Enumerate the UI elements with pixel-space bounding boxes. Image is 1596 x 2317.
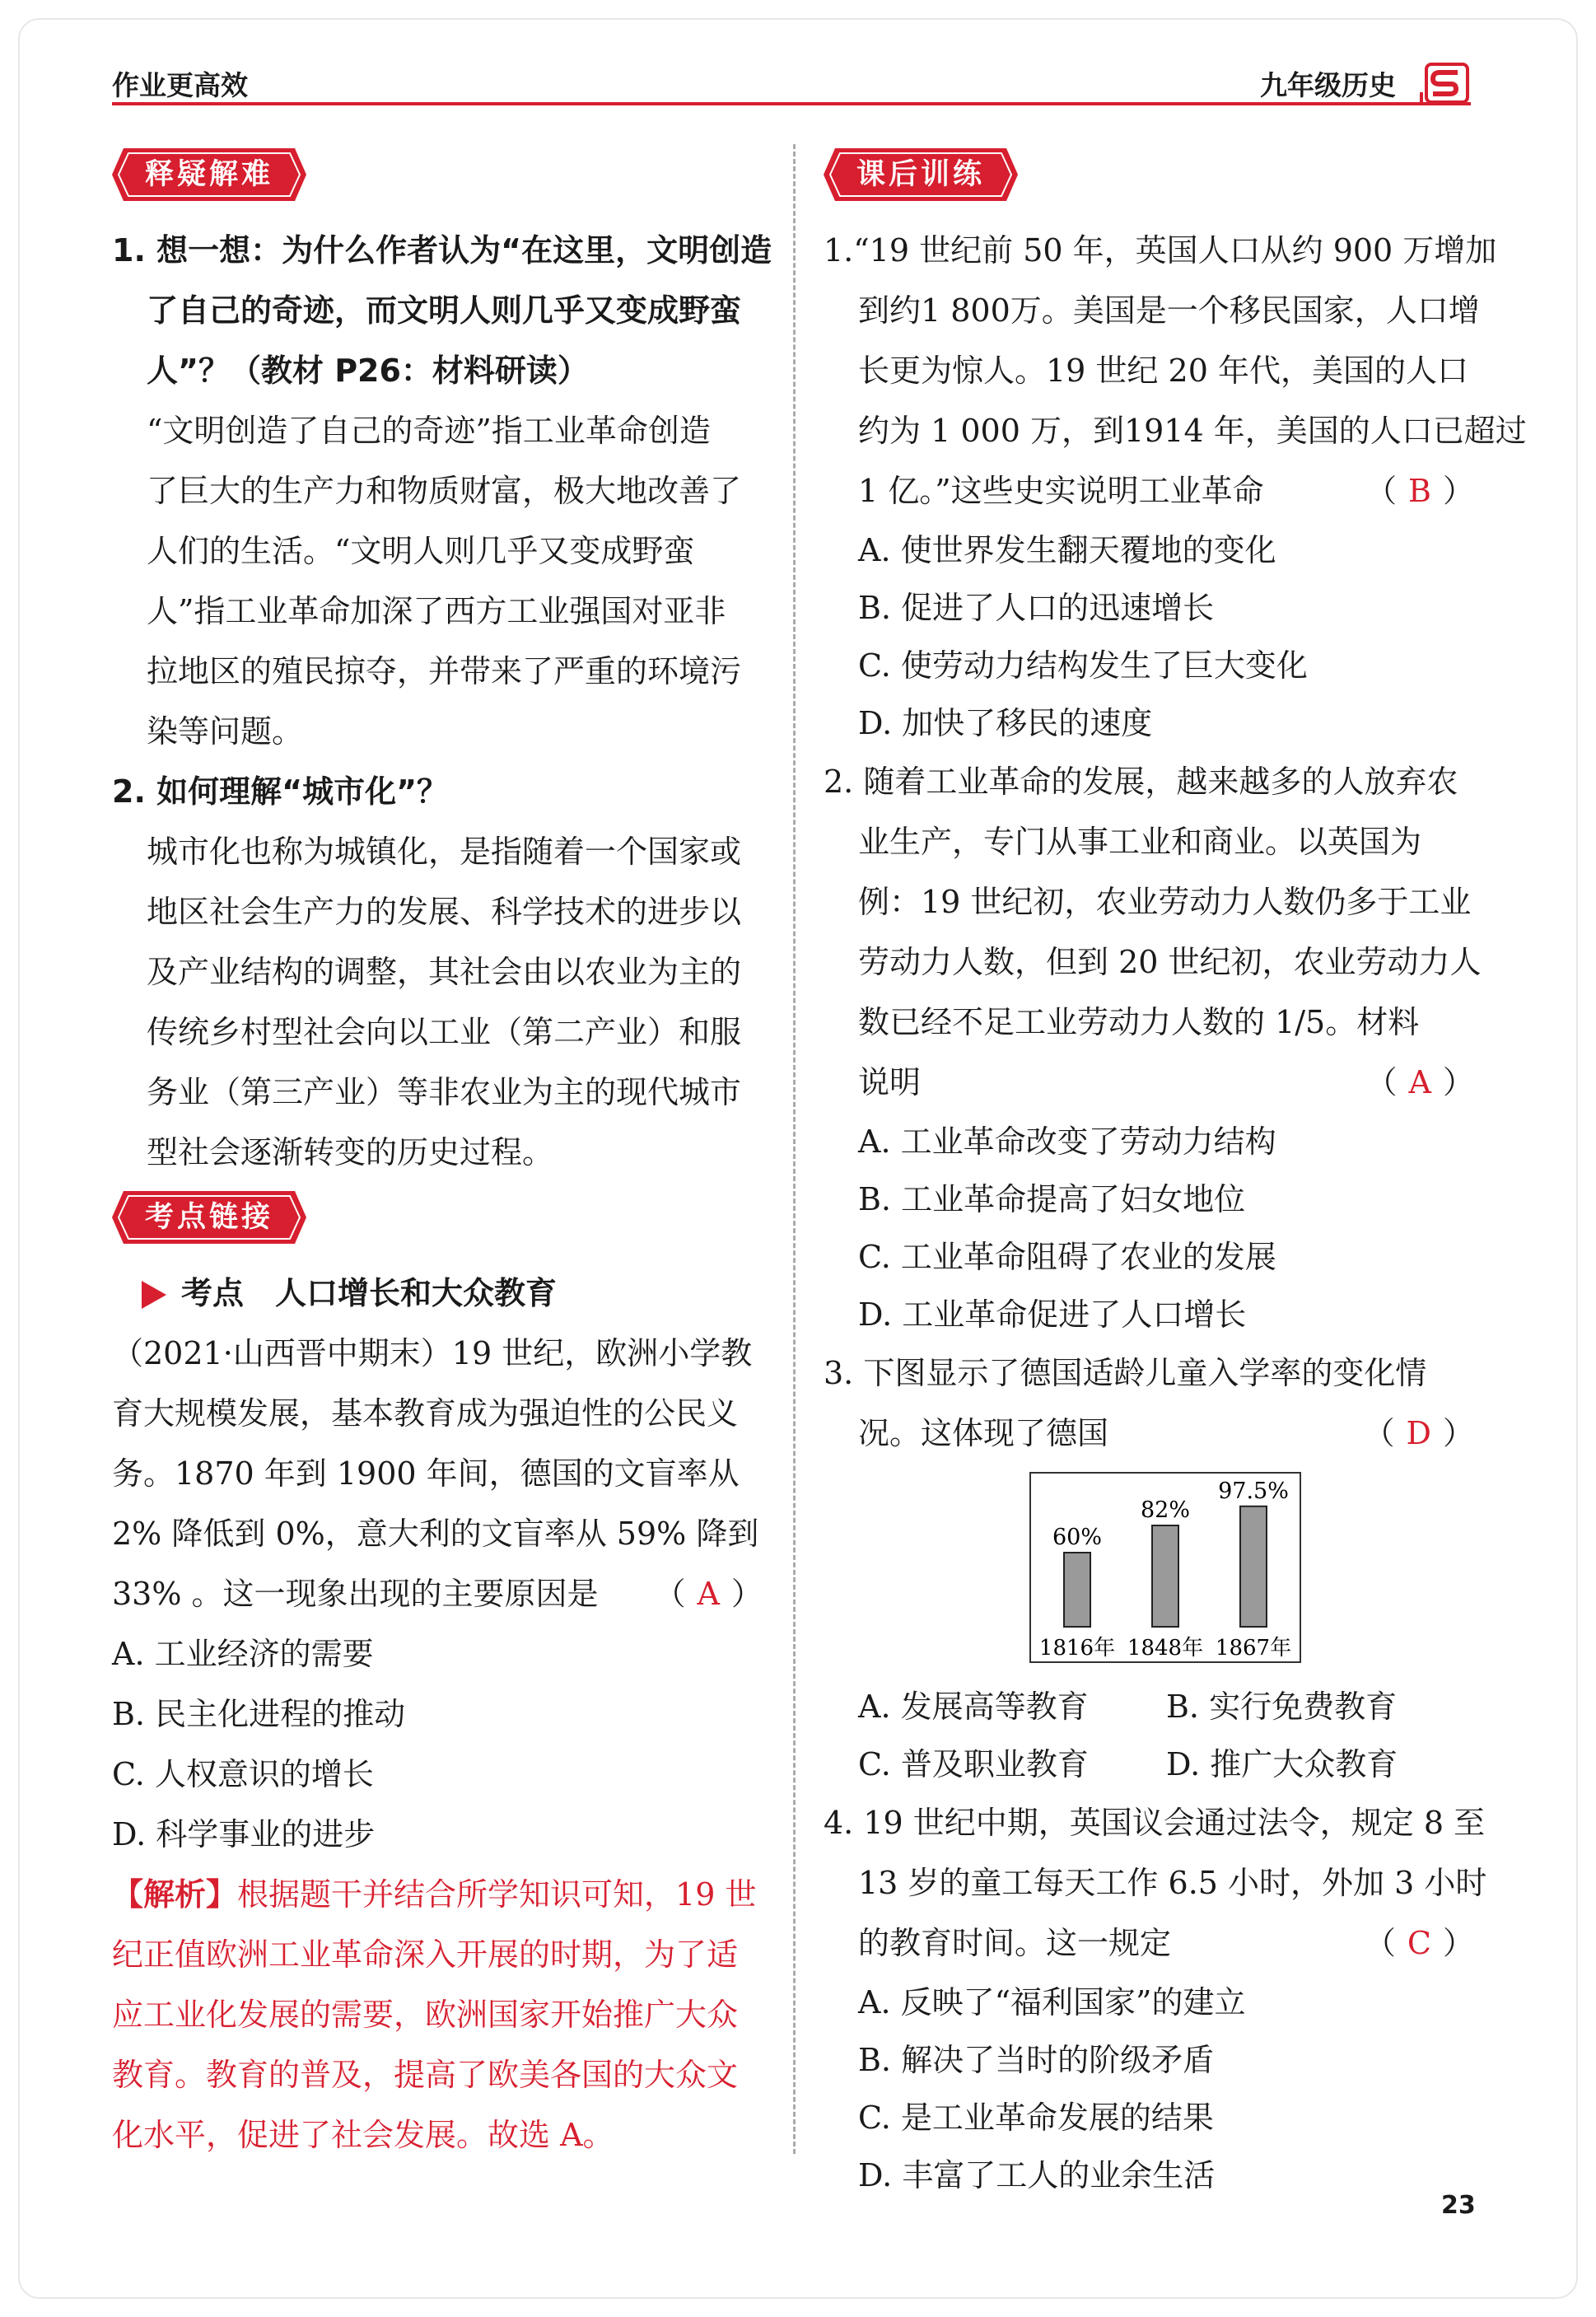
analysis-tag: 【解析】: [112, 1876, 238, 1913]
chart-category-label: 1848年: [1127, 1636, 1204, 1661]
exam-option: D. 科学事业的进步: [112, 1816, 376, 1852]
answer-bracket: （ A ）: [654, 1576, 763, 1612]
kaodian-heading: 考点 人口增长和大众教育: [112, 1264, 763, 1324]
q2-line: 数已经不足工业劳动力人数的 1/5。材料: [858, 1004, 1420, 1040]
question-3: 3. 下图显示了德国适龄儿童入学率的变化情 况。这体现了德国 （ D ） 60% 1816年 82% 1848年 97.5% 1867年 A. 发展高等教育 B. 实行免费教育 C. 普及职业教育 D. 推广大众教育: [824, 1343, 1474, 1793]
banner-kehou: [824, 148, 1018, 201]
banner-shiyi-label: 释疑解难: [144, 157, 273, 191]
q1-line: 1.“19 世纪前 50 年，英国人口从约 900 万增加: [824, 232, 1497, 269]
chart-category-label: 1867年: [1215, 1636, 1292, 1661]
analysis-block: 【解析】根据题干并结合所学知识可知，19 世 纪正值欧洲工业革命深入开展的时期，为了适 应工业化发展的需要，欧洲国家开始推广大众 教育。教育的普及，提高了欧美各国的大众文 化水平，促进了社会发展。故选 A。: [112, 1865, 763, 2165]
q4-line: 13 岁的童工每天工作 6.5 小时，外加 3 小时: [858, 1865, 1487, 1901]
answer-line: 人”指工业革命加深了西方工业强国对亚非: [147, 593, 726, 629]
analysis-line: 教育。教育的普及，提高了欧美各国的大众文: [112, 2057, 739, 2093]
q4-option: A. 反映了“福利国家”的建立: [858, 1984, 1246, 2020]
answer-line: 人们的生活。“文明人则几乎又变成野蛮: [147, 533, 695, 569]
q2-line: 例：19 世纪初，农业劳动力人数仍多于工业: [858, 884, 1472, 920]
banner-kaodian-label: 考点链接: [144, 1200, 273, 1234]
exam-line: 育大规模发展，基本教育成为强迫性的公民义: [112, 1395, 739, 1432]
answer-line: “文明创造了自己的奇迹”指工业革命创造: [147, 413, 711, 449]
q1-option: A. 使世界发生翻天覆地的变化: [858, 532, 1276, 568]
banner-kehou-label: 课后训练: [856, 157, 985, 191]
exam-options: [112, 1624, 763, 1865]
enrollment-bar-chart: [1029, 1472, 1301, 1663]
q2-line: 劳动力人数，但到 20 世纪初，农业劳动力人: [858, 944, 1482, 980]
header-left-title: 作业更高效: [112, 69, 248, 101]
answer-line: 了巨大的生产力和物质财富，极大地改善了: [147, 473, 742, 509]
answer-bracket: （ C ）: [1364, 1925, 1474, 1961]
answer-bracket: （ B ）: [1365, 473, 1474, 509]
q3-options-row2: C. 普及职业教育 D. 推广大众教育: [858, 1746, 1398, 1782]
exam-option: B. 民主化进程的推动: [112, 1696, 406, 1732]
chart-bar: [1152, 1525, 1178, 1627]
chart-data-label: 97.5%: [1218, 1478, 1289, 1504]
header-right-title: 九年级历史: [1260, 69, 1396, 101]
q4-line: 4. 19 世纪中期，英国议会通过法令，规定 8 至: [824, 1805, 1486, 1841]
answer-line: 拉地区的殖民掠夺，并带来了严重的环境污: [147, 653, 742, 689]
analysis-line: 纪正值欧洲工业革命深入开展的时期，为了适: [112, 1936, 739, 1973]
q1-option: B. 促进了人口的迅速增长: [858, 590, 1215, 626]
answer-line: 传统乡村型社会向以工业（第二产业）和服: [147, 1014, 742, 1050]
exam-question: [112, 1324, 763, 1564]
q2-option: A. 工业革命改变了劳动力结构: [858, 1123, 1276, 1160]
q1-line: 长更为惊人。19 世纪 20 年代，美国的人口: [858, 353, 1468, 389]
triangle-icon: [142, 1281, 166, 1309]
question-2: 2. 随着工业革命的发展，越来越多的人放弃农 业生产，专门从事工业和商业。以英国为 例：19 世纪初，农业劳动力人数仍多于工业 劳动力人数，但到 20 世纪初，农业劳动力人 数已经不足工业劳动力人数的 1/5。材料 说明 （ A ） A. 工业革命改变了劳动力结构 B. 工业革命提高了妇女地位 C. 工业革命阻碍了农业的发展 D. 工业革命促进了人口增长: [824, 752, 1474, 1343]
shiyi-items: [112, 221, 772, 1183]
exam-line: 务。1870 年到 1900 年间，德国的文盲率从: [112, 1455, 740, 1492]
banner-kaodian: [112, 1191, 306, 1244]
q4-option: C. 是工业革命发展的结果: [858, 2100, 1214, 2136]
question-1: 1.“19 世纪前 50 年，英国人口从约 900 万增加 到约1 800万。美国是一个移民国家，人口增 长更为惊人。19 世纪 20 年代，美国的人口 约为 1 000 万，到1914 年，美国的人口已超过 1 亿。”这些史实说明工业革命 （ B ） A. 使世界发生翻天覆地的变化 B. 促进了人口的迅速增长 C. 使劳动力结构发生了巨大变化 D. 加快了移民的速度: [824, 221, 1474, 752]
question-line: 了自己的奇迹，而文明人则几乎又变成野蛮: [147, 292, 742, 329]
left-column: [112, 140, 772, 2165]
q2-option: D. 工业革命促进了人口增长: [858, 1296, 1247, 1333]
answer-bracket: （ A ）: [1365, 1064, 1474, 1100]
exam-last-line: 33% 。这一现象出现的主要原因是 （ A ）: [112, 1564, 763, 1624]
q4-option: B. 解决了当时的阶级矛盾: [858, 2042, 1215, 2078]
header-rule: [112, 102, 1471, 105]
q4-option: D. 丰富了工人的业余生活: [858, 2157, 1216, 2193]
question-line: 1. 想一想：为什么作者认为“在这里，文明创造: [112, 232, 772, 269]
answer-line: 地区社会生产力的发展、科学技术的进步以: [147, 894, 742, 930]
analysis-line: 化水平，促进了社会发展。故选 A。: [112, 2117, 614, 2153]
q1-option: C. 使劳动力结构发生了巨大变化: [858, 647, 1308, 684]
answer-line: 及产业结构的调整，其社会由以农业为主的: [147, 954, 742, 990]
answer-bracket: （ D ）: [1363, 1415, 1474, 1451]
q1-line: 到约1 800万。美国是一个移民国家，人口增: [858, 292, 1480, 329]
q1-option: D. 加快了移民的速度: [858, 705, 1153, 741]
q3-line: 3. 下图显示了德国适龄儿童入学率的变化情: [824, 1355, 1427, 1391]
right-column: [824, 140, 1527, 2204]
q2-option: C. 工业革命阻碍了农业的发展: [858, 1239, 1276, 1275]
page-number: 23: [1441, 2191, 1476, 2220]
question-line: 人”？（教材 P26：材料研读）: [147, 353, 589, 389]
q2-option: B. 工业革命提高了妇女地位: [858, 1181, 1246, 1217]
answer-line: 城市化也称为城镇化，是指随着一个国家或: [147, 834, 742, 870]
question-line: 2. 如何理解“城市化”？: [112, 773, 449, 810]
exam-option: C. 人权意识的增长: [112, 1756, 374, 1792]
q1-line: 约为 1 000 万，到1914 年，美国的人口已超过: [858, 413, 1527, 449]
chart-data-label: 60%: [1052, 1525, 1103, 1550]
column-divider: [793, 144, 796, 2154]
answer-line: 染等问题。: [147, 713, 304, 750]
q3-options-row1: A. 发展高等教育 B. 实行免费教育: [858, 1689, 1398, 1725]
q2-line: 业生产，专门从事工业和商业。以英国为: [858, 824, 1422, 860]
chart-bar: [1064, 1553, 1090, 1627]
enrollment-chart: [1029, 1472, 1474, 1666]
question-4: 4. 19 世纪中期，英国议会通过法令，规定 8 至 13 岁的童工每天工作 6.5 小时，外加 3 小时 的教育时间。这一规定 （ C ） A. 反映了“福利国家”的建立 B. 解决了当时的阶级矛盾 C. 是工业革命发展的结果 D. 丰富了工人的业余生活: [824, 1793, 1474, 2204]
chart-bar: [1240, 1507, 1267, 1627]
banner-shiyi: [112, 148, 306, 201]
exam-option: A. 工业经济的需要: [112, 1636, 374, 1672]
exam-line: 2% 降低到 0%，意大利的文盲率从 59% 降到: [112, 1516, 759, 1552]
q2-line: 2. 随着工业革命的发展，越来越多的人放弃农: [824, 764, 1458, 800]
analysis-line: 应工业化发展的需要，欧洲国家开始推广大众: [112, 1997, 739, 2033]
chart-category-label: 1816年: [1038, 1636, 1116, 1661]
brand-s-logo-icon: [1420, 63, 1471, 104]
answer-line: 务业（第三产业）等非农业为主的现代城市: [147, 1074, 742, 1110]
exam-line: （2021·山西晋中期末）19 世纪，欧洲小学教: [112, 1335, 753, 1371]
chart-data-label: 82%: [1140, 1497, 1191, 1523]
answer-line: 型社会逐渐转变的历史过程。: [147, 1134, 554, 1170]
